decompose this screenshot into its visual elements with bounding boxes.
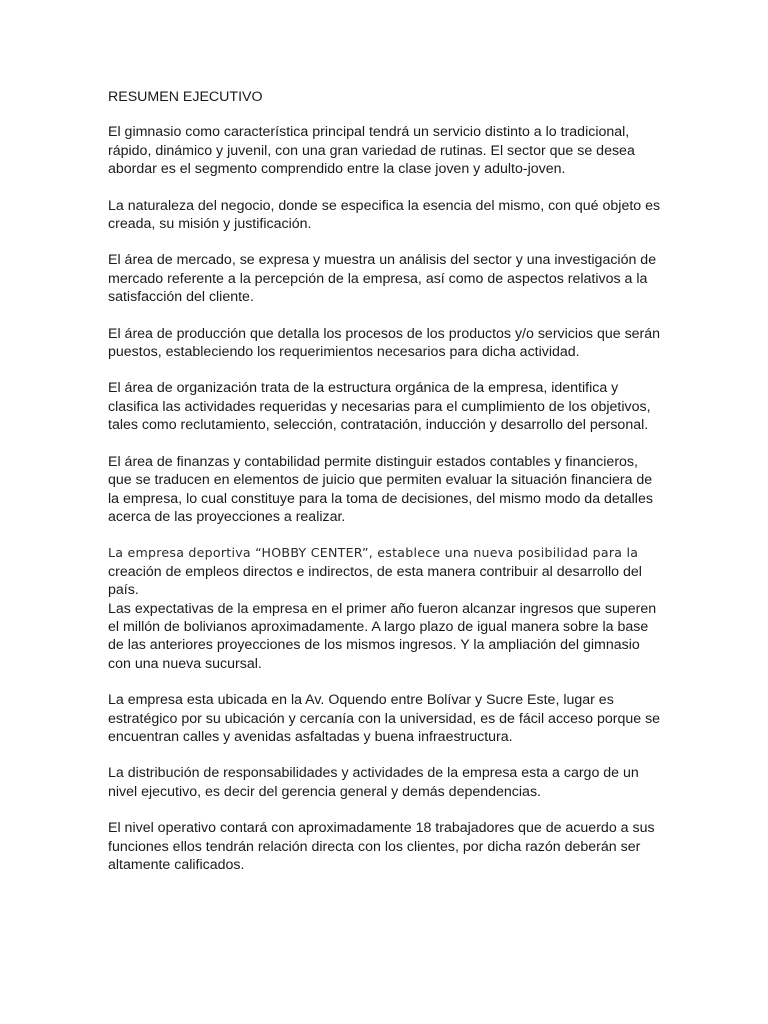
paragraph-organization-area: El área de organización trata de la estructura orgánica de la empresa, identifica y clasifica las actividades requeridas y necesarias para el cumplimiento de los objetivos, tales como reclutamiento, selección, contratación, inducción y desarrollo del personal. (108, 380, 651, 434)
document-title: RESUMEN EJECUTIVO (108, 89, 263, 105)
paragraph-finance-area: El área de finanzas y contabilidad permite distinguir estados contables y financieros, que se traducen en elementos de juicio que permiten evaluar la situación financiera de la empresa, lo cual constituye para la toma de decisiones, del mismo modo da detalles acerca de las proyecciones a realizar. (108, 453, 653, 525)
paragraph-distribution: La distribución de responsabilidades y actividades de la empresa esta a cargo de un nivel ejecutivo, es decir del gerencia general y demás dependencias. (108, 765, 639, 800)
paragraph-production-area: El área de producción que detalla los procesos de los productos y/o servicios que serán puestos, estableciendo los requerimientos necesarios para dicha actividad. (108, 325, 661, 361)
document-body (108, 88, 664, 892)
hobby-center-continuation: creación de empleos directos e indirectos, de esta manera contribuir al desarrollo del país. (108, 563, 642, 599)
paragraph-expectations: Las expectativas de la empresa en el primer año fueron alcanzar ingresos que superen el millón de bolivianos aproximadamente. A largo plazo de igual manera sobre la base de las anteriores proyecciones de los mismos ingresos. Y la ampliación del gimnasio con una nueva sucursal. (108, 600, 657, 672)
paragraph-gym-service: El gimnasio como característica principal tendrá un servicio distinto a lo tradicional, rápido, dinámico y juvenil, con una gran variedad de rutinas. El sector que se desea abordar es el segmento comprendido entre la clase joven y adulto-joven. (108, 124, 635, 178)
hobby-center-first-line: La empresa deportiva “HOBBY CENTER”, establece una nueva posibilidad para la (108, 545, 639, 561)
paragraph-market-area: El área de mercado, se expresa y muestra un análisis del sector y una investigación de mercado referente a la percepción de la empresa, así como de aspectos relativos a la satisfacción del cliente. (108, 252, 657, 306)
paragraph-location: La empresa esta ubicada en la Av. Oquendo entre Bolívar y Sucre Este, lugar es estratégico por su ubicación y cercanía con la universidad, es de fácil acceso porque se encuentran calles y avenidas asfaltadas y buena infraestructura. (108, 692, 661, 745)
paragraph-hobby-center (108, 544, 664, 599)
paragraph-business-nature: La naturaleza del negocio, donde se especifica la esencia del mismo, con qué objeto es creada, su misión y justificación. (108, 197, 661, 233)
paragraph-operational-level: El nivel operativo contará con aproximadamente 18 trabajadores que de acuerdo a sus funciones ellos tendrán relación directa con los clientes, por dicha razón deberán ser altamente calificados. (108, 820, 655, 873)
